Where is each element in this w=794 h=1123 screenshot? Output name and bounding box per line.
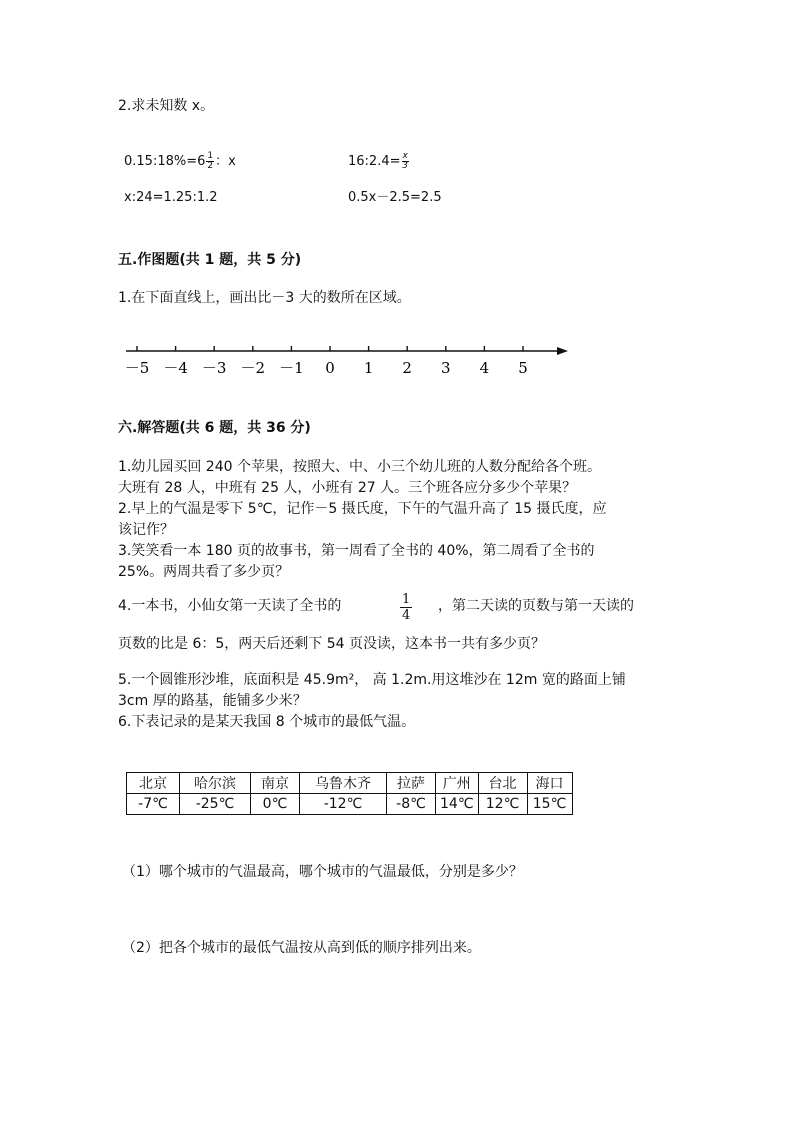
question-text: 5.一个圆锥形沙堆，底面积是 45.9m²， 高 1.2m.用这堆沙在 12m 宽的路面上铺 [118,672,626,688]
number-line-tick-label: 1 [363,359,374,377]
section-heading: 五.作图题(共 1 题，共 5 分) [118,252,302,268]
sub-question: （1）哪个城市的气温最高，哪个城市的气温最低，分别是多少？ [122,864,523,880]
equation-1-right: ：x [215,154,236,169]
table-cell: 15℃ [527,794,572,815]
equation-4: 0.5x－2.5=2.5 [348,190,442,205]
temperature-table [126,772,573,815]
table-row [127,794,573,815]
question-text: 6.下表记录的是某天我国 8 个城市的最低气温。 [118,714,416,730]
question-4-part2: ，第二天读的页数与第一天读的 [438,598,634,614]
number-line-tick-label: －2 [240,359,266,377]
number-line-tick-label: 4 [479,359,490,377]
question-1 [118,457,678,583]
number-line-tick-label: 2 [402,359,412,377]
question-text: 1.在下面直线上，画出比－3 大的数所在区域。 [118,290,411,306]
question-text: 1.幼儿园买回 240 个苹果，按照大、中、小三个幼儿班的人数分配给各个班。 [118,459,601,475]
number-line [120,335,580,385]
number-line-tick-label: －4 [163,359,188,377]
fraction [206,152,214,171]
question-text: 页数的比是 6：5，两天后还剩下 54 页没读，这本书一共有多少页？ [118,636,545,652]
table-cell: -8℃ [387,794,436,815]
table-cell: 南京 [251,773,300,794]
table-row [127,773,573,794]
fraction-numerator: 1 [207,151,214,161]
number-line-tick-label: 0 [325,359,335,377]
question-title: 2.求未知数 x。 [118,98,215,114]
fraction-denominator: 3 [402,161,409,171]
section-heading: 六.解答题(共 6 题，共 36 分) [118,420,311,436]
fraction [402,152,409,171]
equation-3: x:24=1.25:1.2 [124,190,218,205]
number-line-tick-label: －3 [201,359,227,377]
table-cell: -7℃ [127,794,180,815]
number-line-arrow [557,347,568,355]
question-text: 该记作？ [118,522,174,538]
table-cell: 海口 [527,773,572,794]
equation-2-left: 16:2.4= [348,154,401,169]
fraction-denominator: 4 [402,608,411,623]
fraction [400,592,412,623]
fraction-numerator: 1 [402,592,411,607]
table-cell: 14℃ [436,794,479,815]
question-text: 3.笑笑看一本 180 页的故事书，第一周看了全书的 40%，第二周看了全书的 [118,543,595,559]
number-line-tick-label: 3 [441,359,451,377]
question-text: 2.早上的气温是零下 5℃，记作－5 摄氏度，下午的气温升高了 15 摄氏度，应 [118,501,607,517]
fraction-denominator: 2 [207,161,214,171]
table-cell: -25℃ [180,794,251,815]
equation-1-left: 0.15:18%=6 [124,154,206,169]
question-text: 25%。两周共看了多少页？ [118,564,290,580]
equation-1 [124,152,236,172]
table-cell: 12℃ [478,794,527,815]
table-cell: 北京 [127,773,180,794]
table-cell: 乌鲁木齐 [300,773,387,794]
question-text: 大班有 28 人，中班有 25 人，小班有 27 人。三个班各应分多少个苹果？ [118,480,577,496]
equation-2 [348,152,410,172]
table-cell: -12℃ [300,794,387,815]
table-cell: 0℃ [251,794,300,815]
table-cell: 拉萨 [387,773,436,794]
question-4-part1: 4.一本书，小仙女第一天读了全书的 [118,598,342,614]
number-line-tick-label: －5 [124,359,150,377]
question-5 [118,670,678,733]
table-cell: 哈尔滨 [180,773,251,794]
table-cell: 台北 [478,773,527,794]
sub-question: （2）把各个城市的最低气温按从高到低的顺序排列出来。 [122,940,481,956]
number-line-tick-label: 5 [518,359,528,377]
question-text: 3cm 厚的路基，能铺多少米？ [118,693,307,709]
fraction-numerator: x [402,151,408,161]
number-line-tick-label: －1 [279,359,304,377]
table-cell: 广州 [436,773,479,794]
